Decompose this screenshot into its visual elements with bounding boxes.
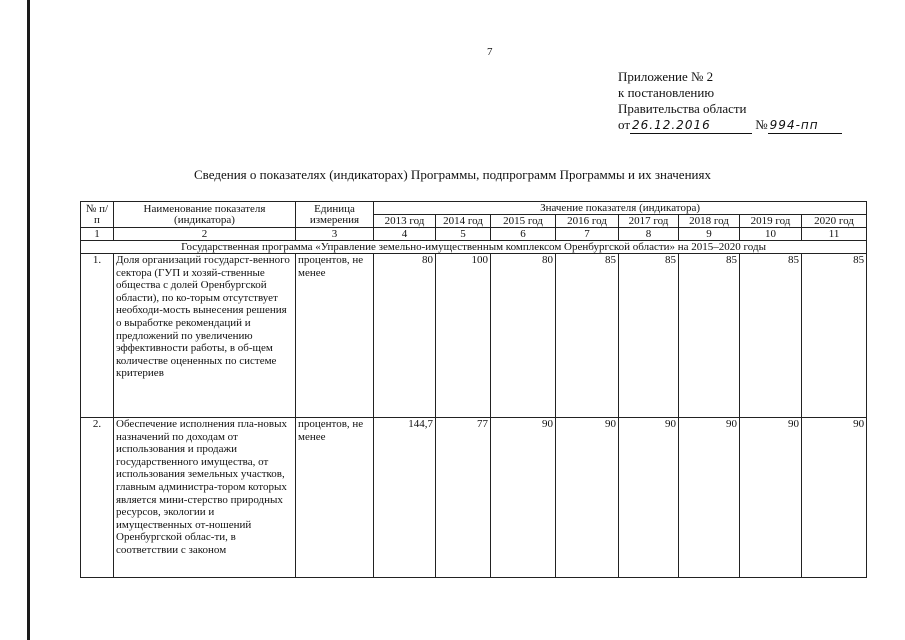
table-row: [81, 254, 867, 418]
section-title: Государственная программа «Управление земельно-имущественным комплексом Оренбургской области» на 2015–2020 годы: [81, 241, 867, 254]
header-values-group: Значение показателя (индикатора): [374, 202, 867, 215]
value-cell: 85: [802, 254, 867, 418]
value-cell: 90: [556, 418, 619, 578]
value-cell: 90: [802, 418, 867, 578]
header-year: 2019 год: [740, 215, 802, 228]
value-cell: 80: [374, 254, 436, 418]
section-row: [81, 241, 867, 254]
header-year: 2020 год: [802, 215, 867, 228]
header-year: 2013 год: [374, 215, 436, 228]
column-number-row: [81, 228, 867, 241]
page-number: 7: [487, 46, 493, 58]
scan-edge-line: [27, 0, 30, 640]
column-number: 8: [619, 228, 679, 241]
value-cell: 85: [740, 254, 802, 418]
value-cell: 77: [436, 418, 491, 578]
header-year: 2014 год: [436, 215, 491, 228]
indicator-name: Доля организаций государст-венного сектора (ГУП и хозяй-ственные общества с долей Оренбургской области), по ко-торым отсутствует необходи-мость вынесения решения о выработке рекомендаций и предложений по увеличению эффективности работы, в об-щем количестве оцененных по системе критериев: [114, 254, 296, 418]
value-cell: 85: [619, 254, 679, 418]
approval-line-2: к постановлению: [618, 85, 715, 100]
value-cell: 100: [436, 254, 491, 418]
approval-block: [618, 69, 842, 134]
header-num: № п/п: [81, 202, 114, 228]
row-number: 1.: [81, 254, 114, 418]
approval-number: 994-пп: [768, 117, 842, 134]
approval-line-3: Правительства области: [618, 101, 747, 116]
column-number: 4: [374, 228, 436, 241]
column-number: 6: [491, 228, 556, 241]
column-number: 7: [556, 228, 619, 241]
value-cell: 90: [491, 418, 556, 578]
value-cell: 80: [491, 254, 556, 418]
document-title: Сведения о показателях (индикаторах) Программы, подпрограмм Программы и их значениях: [194, 167, 711, 182]
column-number: 3: [296, 228, 374, 241]
header-year: 2017 год: [619, 215, 679, 228]
approval-date-line: [618, 117, 842, 134]
value-cell: 85: [556, 254, 619, 418]
row-number: 2.: [81, 418, 114, 578]
column-number: 10: [740, 228, 802, 241]
number-prefix: №: [755, 117, 768, 132]
header-year: 2018 год: [679, 215, 740, 228]
unit-cell: процентов, не менее: [296, 254, 374, 418]
table-row: [81, 418, 867, 578]
value-cell: 90: [740, 418, 802, 578]
unit-cell: процентов, не менее: [296, 418, 374, 578]
column-number: 11: [802, 228, 867, 241]
header-name: Наименование показателя (индикатора): [114, 202, 296, 228]
value-cell: 144,7: [374, 418, 436, 578]
header-unit: Единица измерения: [296, 202, 374, 228]
value-cell: 85: [679, 254, 740, 418]
date-prefix: от: [618, 117, 631, 132]
column-number: 5: [436, 228, 491, 241]
value-cell: 90: [679, 418, 740, 578]
indicator-name: Обеспечение исполнения пла-новых назначений по доходам от использования и продажи государственного имущества, от использования земельных участков, главным администра-тором которых является мини-стерство природных ресурсов, экологии и имущественных от-ношений Оренбургской облас-ти, в соответствии с законом: [114, 418, 296, 578]
header-year: 2016 год: [556, 215, 619, 228]
column-number: 1: [81, 228, 114, 241]
approval-line-1: Приложение № 2: [618, 69, 714, 84]
header-year: 2015 год: [491, 215, 556, 228]
column-number: 2: [114, 228, 296, 241]
approval-date: 26.12.2016: [630, 117, 752, 134]
column-number: 9: [679, 228, 740, 241]
indicators-table: [80, 201, 867, 578]
value-cell: 90: [619, 418, 679, 578]
